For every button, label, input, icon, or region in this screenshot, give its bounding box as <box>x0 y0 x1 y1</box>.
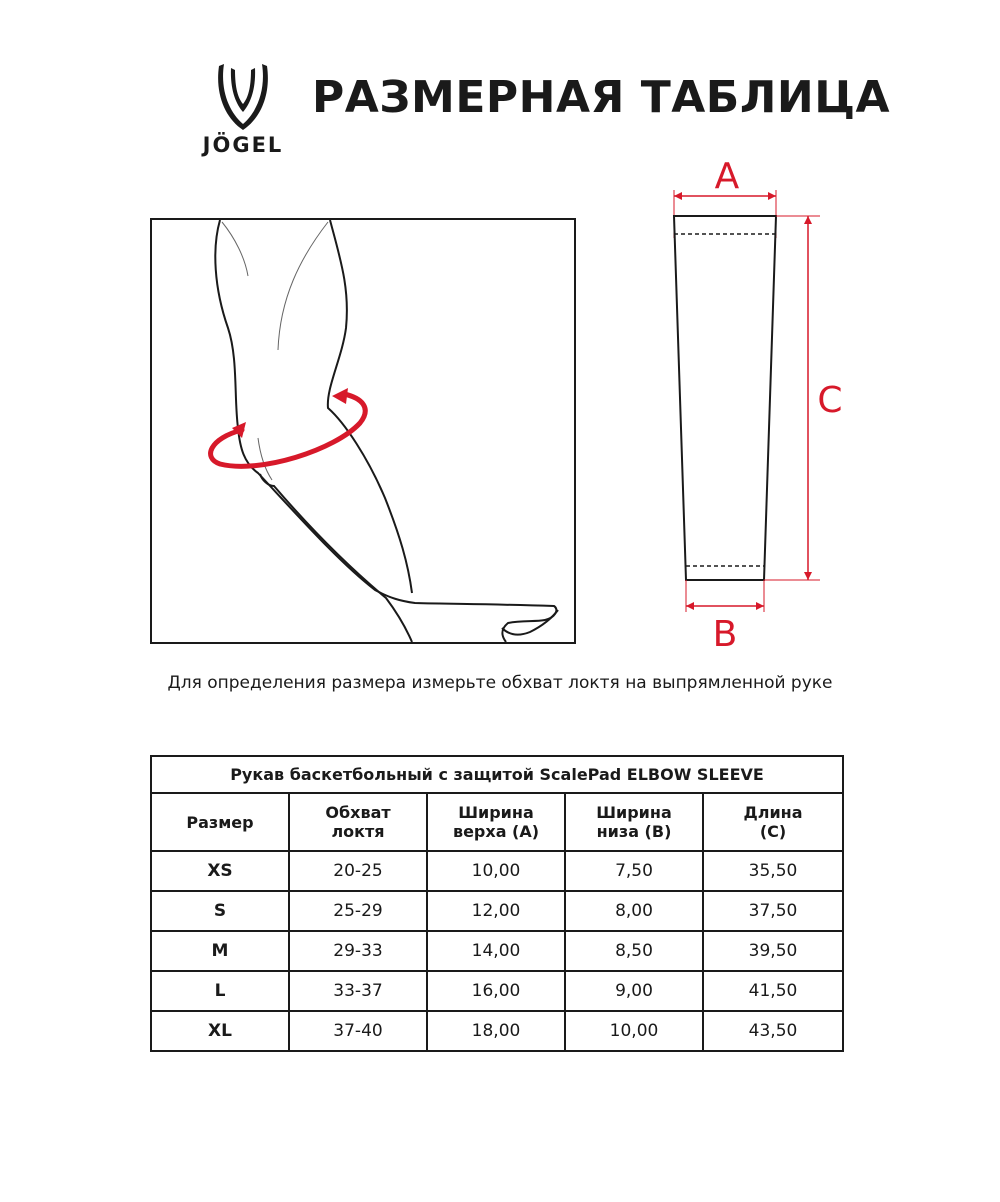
table-cell: 37,50 <box>703 891 843 931</box>
brand-name: JÖGEL <box>202 133 284 157</box>
table-cell: 20-25 <box>289 851 427 891</box>
table-cell: 41,50 <box>703 971 843 1011</box>
table-cell: 8,00 <box>565 891 703 931</box>
size-cell: XL <box>151 1011 289 1051</box>
size-table <box>150 755 844 1052</box>
table-cell: 39,50 <box>703 931 843 971</box>
table-cell: 25-29 <box>289 891 427 931</box>
table-cell: 29-33 <box>289 931 427 971</box>
size-cell: L <box>151 971 289 1011</box>
table-cell: 14,00 <box>427 931 565 971</box>
size-cell: XS <box>151 851 289 891</box>
table-title: Рукав баскетбольный с защитой ScalePad ELBOW SLEEVE <box>151 756 843 793</box>
jogel-logo-mark <box>193 60 293 132</box>
label-b: B <box>712 614 738 655</box>
table-cell: 16,00 <box>427 971 565 1011</box>
column-header-size: Размер <box>151 793 289 851</box>
column-header-top-width: Ширина верха (А) <box>427 793 565 851</box>
table-cell: 43,50 <box>703 1011 843 1051</box>
arm-illustration <box>150 218 576 644</box>
column-header-elbow-girth: Обхват локтя <box>289 793 427 851</box>
table-row <box>151 1011 843 1051</box>
table-cell: 7,50 <box>565 851 703 891</box>
table-cell: 10,00 <box>565 1011 703 1051</box>
size-cell: S <box>151 891 289 931</box>
column-header-bottom-width: Ширина низа (В) <box>565 793 703 851</box>
measurement-instruction: Для определения размера измерьте обхват локтя на выпрямленной руке <box>167 673 833 693</box>
table-row <box>151 931 843 971</box>
page-title: РАЗМЕРНАЯ ТАБЛИЦА <box>312 72 891 123</box>
table-row <box>151 851 843 891</box>
table-row <box>151 891 843 931</box>
table-cell: 10,00 <box>427 851 565 891</box>
table-cell: 18,00 <box>427 1011 565 1051</box>
table-cell: 9,00 <box>565 971 703 1011</box>
label-a: A <box>714 156 740 197</box>
table-header-row <box>151 793 843 851</box>
sleeve-diagram <box>650 150 860 660</box>
table-row <box>151 971 843 1011</box>
table-cell: 12,00 <box>427 891 565 931</box>
table-cell: 8,50 <box>565 931 703 971</box>
size-cell: M <box>151 931 289 971</box>
label-c: C <box>817 380 843 421</box>
table-cell: 35,50 <box>703 851 843 891</box>
column-header-length: Длина (С) <box>703 793 843 851</box>
table-cell: 37-40 <box>289 1011 427 1051</box>
table-cell: 33-37 <box>289 971 427 1011</box>
table-title-row <box>151 756 843 793</box>
